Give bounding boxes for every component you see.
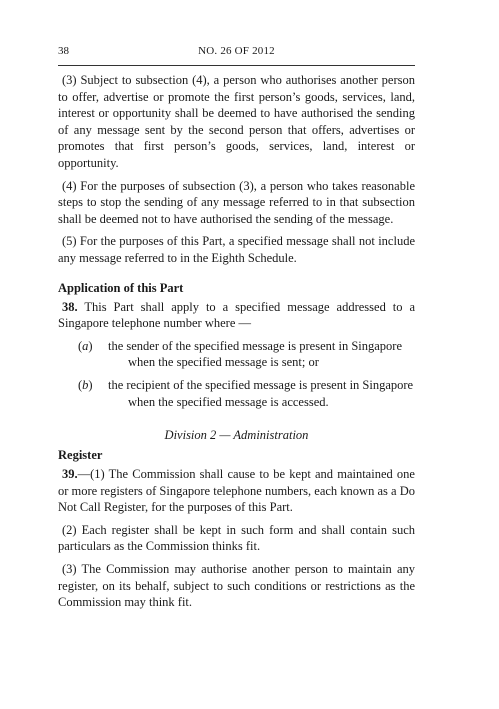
paragraph-39-subsection-2: (2) Each register shall be kept in such form and shall contain such particulars as the Commission thinks fit. [58, 522, 415, 554]
header-rule [58, 65, 415, 66]
paragraph-subsection-4: (4) For the purposes of subsection (3), a person who takes reasonable steps to stop the sending of any message referred to in that subsection shall be deemed not to have authorised the sending of the message. [58, 178, 415, 226]
section-38-number: 38. [62, 299, 78, 314]
division-heading: Division 2 — Administration [164, 428, 309, 443]
running-head: NO. 26 OF 2012 [198, 45, 275, 57]
list-item-b-text: the recipient of the specified message is present in Singapore when the specified message is accessed. [108, 377, 414, 409]
list-item-a-text: the sender of the specified message is present in Singapore when the specified message is sent; or [108, 338, 403, 370]
list-item-b-label: (b) [78, 377, 93, 392]
section-38-text: This Part shall apply to a specified message addressed to a Singapore telephone number where — [58, 299, 416, 331]
paragraph-subsection-5: (5) For the purposes of this Part, a specified message shall not include any message referred to in the Eighth Schedule. [58, 234, 415, 265]
paragraph-subsection-3: (3) Subject to subsection (4), a person who authorises another person to offer, advertise or promote the first person’s goods, services, land, interest or opportunity shall be deemed to have authorised the sending of any message sent by the second person that offers, advertises or promotes that first person’s goods, services, land, interest or opportunity. [58, 73, 415, 170]
section-39-paragraph [58, 466, 415, 516]
section-heading-application: Application of this Part [58, 280, 184, 295]
section-38-paragraph [58, 299, 415, 332]
page-header [58, 40, 415, 58]
list-item-a-label: (a) [78, 338, 93, 353]
section-39-text: —(1) The Commission shall cause to be kept and maintained one or more registers of Singapore telephone numbers, each known as a Do Not Call Register, for the purposes of this Part. [58, 467, 415, 515]
statute-page [58, 40, 415, 611]
page-number: 38 [58, 45, 69, 57]
section-39-number: 39. [62, 467, 78, 482]
paragraph-39-subsection-3: (3) The Commission may authorise another person to maintain any register, on its behalf, subject to such conditions or restrictions as the Commission may think fit. [58, 562, 415, 610]
section-heading-register: Register [58, 448, 103, 463]
list-item-b [58, 377, 415, 410]
list-item-a [58, 338, 415, 371]
